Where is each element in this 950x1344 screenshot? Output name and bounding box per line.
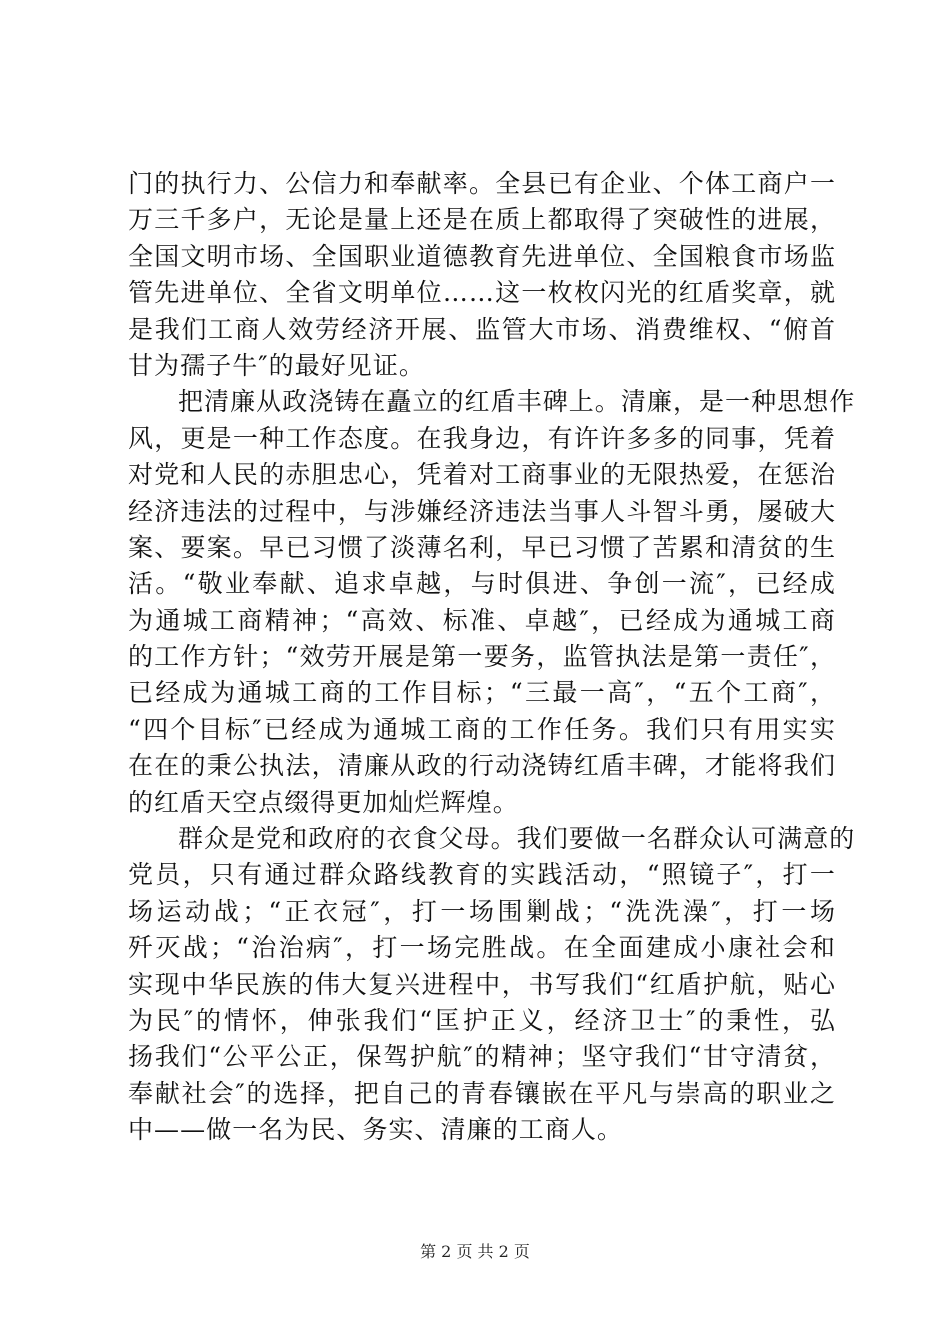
text-line: 万三千多户，无论是量上还是在质上都取得了突破性的进展， xyxy=(128,205,836,235)
text-line: 场运动战；“正衣冠″，打一场围剿战；“洗洗澡″，打一场 xyxy=(128,896,836,926)
text-line: 奉献社会″的选择，把自己的青春镶嵌在平凡与崇高的职业之 xyxy=(128,1078,836,1108)
text-line: 管先进单位、全省文明单位……这一枚枚闪光的红盾奖章，就 xyxy=(128,278,836,308)
text-line: 案、要案。早已习惯了淡薄名利，早已习惯了苦累和清贫的生 xyxy=(128,532,836,562)
text-line: 歼灭战；“治治病″，打一场完胜战。在全面建成小康社会和 xyxy=(128,933,836,963)
text-line: 经济违法的过程中，与涉嫌经济违法当事人斗智斗勇，屡破大 xyxy=(128,496,836,526)
text-line: 风，更是一种工作态度。在我身边，有许许多多的同事，凭着 xyxy=(128,423,836,453)
text-line: 是我们工商人效劳经济开展、监管大市场、消费维权、“俯首 xyxy=(128,314,836,344)
text-line: 的工作方针；“效劳开展是第一要务，监管执法是第一责任″， xyxy=(128,642,836,672)
paragraph-start-line: 群众是党和政府的衣食父母。我们要做一名群众认可满意的 xyxy=(178,824,856,854)
document-body xyxy=(128,166,856,1149)
text-line: 甘为孺子牛″的最好见证。 xyxy=(128,350,425,380)
page-number-footer: 第 2 页 共 2 页 xyxy=(420,1242,530,1261)
text-line: 的红盾天空点缀得更加灿烂辉煌。 xyxy=(128,787,519,817)
text-line: 对党和人民的赤胆忠心，凭着对工商事业的无限热爱，在惩治 xyxy=(128,460,836,490)
text-line: 中——做一名为民、务实、清廉的工商人。 xyxy=(128,1115,623,1145)
paragraph-start-line: 把清廉从政浇铸在矗立的红盾丰碑上。清廉，是一种思想作 xyxy=(178,387,856,417)
text-line: 党员，只有通过群众路线教育的实践活动，“照镜子″，打一 xyxy=(128,860,836,890)
text-line: 已经成为通城工商的工作目标；“三最一高″，“五个工商″， xyxy=(128,678,836,708)
text-line: 活。“敬业奉献、追求卓越，与时俱进、争创一流″，已经成 xyxy=(128,569,836,599)
text-line: 为通城工商精神；“高效、标准、卓越″，已经成为通城工商 xyxy=(128,605,836,635)
text-line: 扬我们“公平公正，保驾护航″的精神；坚守我们“甘守清贫， xyxy=(128,1042,836,1072)
text-line: 在在的秉公执法，清廉从政的行动浇铸红盾丰碑，才能将我们 xyxy=(128,751,836,781)
text-line: 为民″的情怀，伸张我们“匡护正义，经济卫士″的秉性，弘 xyxy=(128,1005,836,1035)
text-line: 全国文明市场、全国职业道德教育先进单位、全国粮食市场监 xyxy=(128,241,836,271)
text-line: “四个目标″已经成为通城工商的工作任务。我们只有用实实 xyxy=(128,714,836,744)
text-line: 门的执行力、公信力和奉献率。全县已有企业、个体工商户一 xyxy=(128,169,836,198)
text-line: 实现中华民族的伟大复兴进程中，书写我们“红盾护航，贴心 xyxy=(128,969,836,999)
